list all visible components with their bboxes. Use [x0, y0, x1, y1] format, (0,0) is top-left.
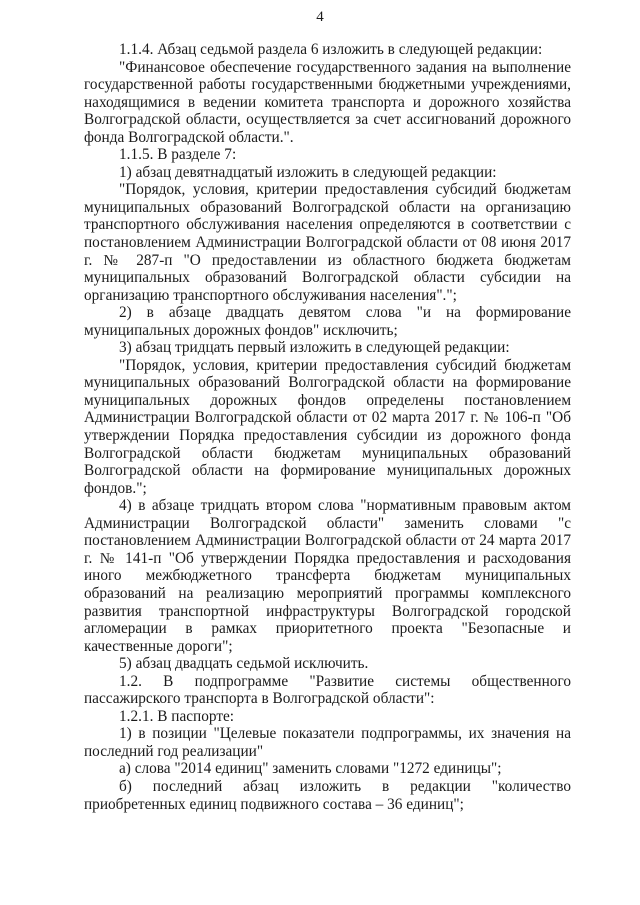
paragraph: "Порядок, условия, критерии предоставления субсидий бюджетам муниципальных образований Волгоградской области на формирование муниципальных дорожных фондов определены постановлением Администрации Волгоградской области от 02 марта 2017 г. № 106-п "Об утверждении Порядка предоставления субсидии из дорожного фонда Волгоградской области бюджетам муниципальных образований Волгоградской области на формирование муниципальных дорожных фондов."; — [84, 356, 571, 497]
document-body — [84, 41, 571, 813]
paragraph: 5) абзац двадцать седьмой исключить. — [119, 655, 369, 673]
paragraph: "Финансовое обеспечение государственного задания на выполнение государственной работы государственными бюджетными учреждениями, находящимися в ведении комитета транспорта и дорожного хозяйства Волгоградской области, осуществляется за счет ассигнований дорожного фонда Волгоградской области.". — [84, 58, 571, 146]
paragraph: а) слова "2014 единиц" заменить словами "1272 единицы"; — [119, 760, 502, 778]
paragraph: 3) абзац тридцать первый изложить в следующей редакции: — [119, 339, 510, 357]
paragraph: 1.2. В подпрограмме "Развитие системы общественного пассажирского транспорта в Волгоградской области": — [84, 672, 571, 708]
paragraph: 1) в позиции "Целевые показатели подпрограммы, их значения на последний год реализации" — [84, 725, 571, 760]
paragraph: 1.1.5. В разделе 7: — [119, 146, 237, 164]
paragraph: 1.1.4. Абзац седьмой раздела 6 изложить в следующей редакции: — [119, 41, 543, 58]
page-number: 4 — [316, 9, 324, 25]
paragraph: б) последний абзац изложить в редакции "количество приобретенных единиц подвижного состава – 36 единиц"; — [84, 777, 571, 813]
paragraph: "Порядок, условия, критерии предоставления субсидий бюджетам муниципальных образований Волгоградской области на организацию транспортного обслуживания населения определяются в соответствии с постановлением Администрации Волгоградской области от 08 июня 2017 г. № 287-п "О предоставлении из областного бюджета бюджетам муниципальных образований Волгоградской области субсидии на организацию транспортного обслуживания населения"."; — [84, 181, 571, 304]
paragraph: 4) в абзаце тридцать втором слова "нормативным правовым актом Администрации Волгоградской области" заменить словами "с постановлением Администрации Волгоградской области от 24 марта 2017 г. № 141-п "Об утверждении Порядка предоставления и расходования иного межбюджетного трансферта бюджетам муниципальных образований на реализацию мероприятий программы комплексного развития транспортной инфраструктуры Волгоградской городской агломерации в рамках приоритетного проекта "Безопасные и качественные дороги"; — [84, 497, 571, 655]
paragraph: 1.2.1. В паспорте: — [119, 707, 235, 725]
paragraph: 2) в абзаце двадцать девятом слова "и на формирование муниципальных дорожных фондов" исключить; — [84, 304, 571, 339]
paragraph: 1) абзац девятнадцатый изложить в следующей редакции: — [119, 163, 497, 181]
